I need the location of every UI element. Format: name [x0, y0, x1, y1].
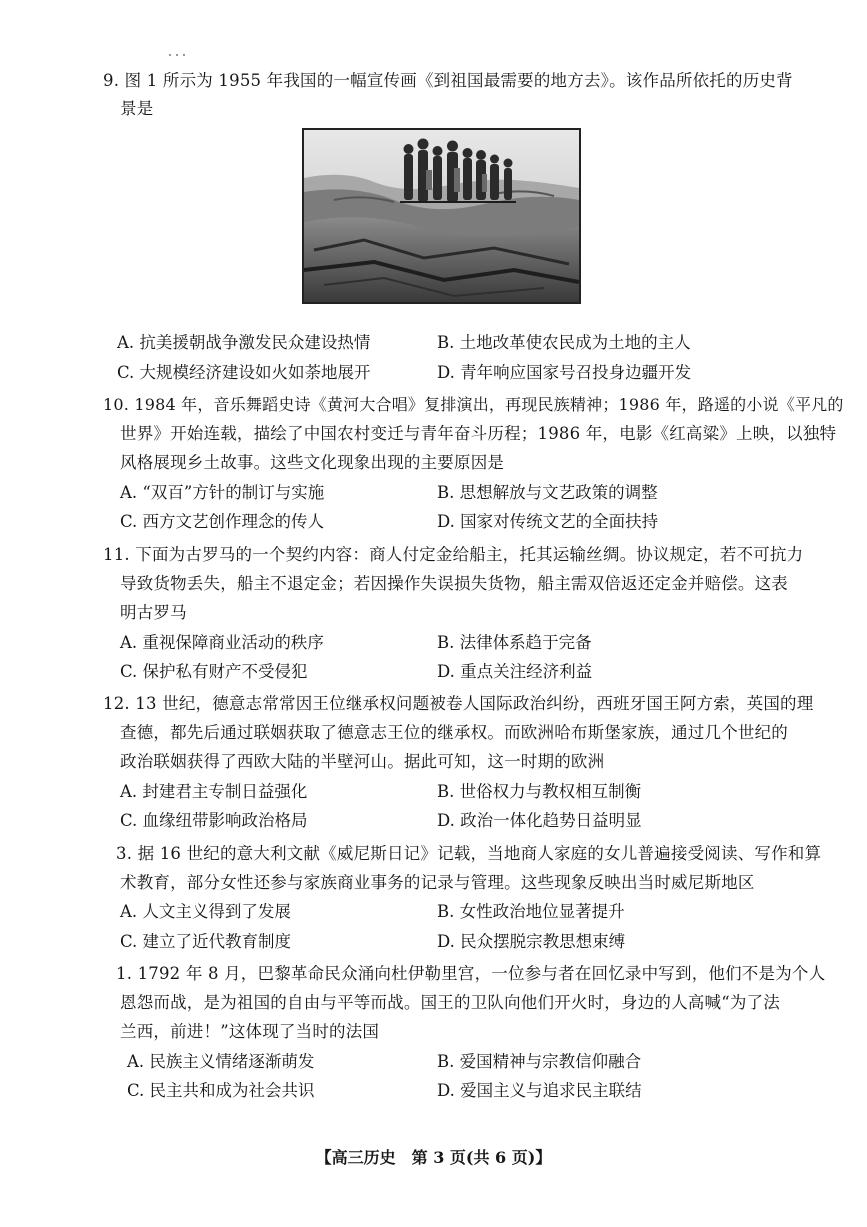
option-a[interactable]: A. 封建君主专制日益强化: [120, 782, 308, 801]
page-footer: 【高三历史 第 3 页(共 6 页)】: [315, 1148, 552, 1167]
option-a[interactable]: A. 民族主义情绪逐渐萌发: [127, 1052, 315, 1071]
option-b[interactable]: B. 法律体系趋于完备: [437, 633, 592, 652]
question-stem-line: 景是: [120, 99, 154, 118]
option-c[interactable]: C. 大规模经济建设如火如荼地展开: [117, 363, 371, 382]
option-d[interactable]: D. 爱国主义与追求民主联结: [437, 1081, 642, 1100]
option-c[interactable]: C. 建立了近代教育制度: [120, 932, 292, 951]
option-b[interactable]: B. 爱国精神与宗教信仰融合: [437, 1052, 642, 1071]
question-stem-line: 3. 据 16 世纪的意大利文献《威尼斯日记》记载，当地商人家庭的女儿普遍接受阅读、写作和算: [116, 844, 822, 863]
question-stem-line: 10. 1984 年，音乐舞蹈史诗《黄河大合唱》复排演出，再现民族精神；1986 年，路遥的小说《平凡的: [103, 395, 844, 414]
option-a[interactable]: A. 重视保障商业活动的秩序: [120, 633, 324, 652]
option-c[interactable]: C. 民主共和成为社会共识: [127, 1081, 315, 1100]
option-b[interactable]: B. 世俗权力与教权相互制衡: [437, 782, 642, 801]
option-b[interactable]: B. 土地改革使农民成为土地的主人: [437, 333, 691, 352]
option-d[interactable]: D. 民众摆脱宗教思想束缚: [437, 932, 626, 951]
option-a[interactable]: A. 抗美援朝战争激发民众建设热情: [117, 333, 371, 352]
scan-speck: [168, 42, 186, 46]
question-stem-line: 9. 图 1 所示为 1955 年我国的一幅宣传画《到祖国最需要的地方去》。该作品所依托的历史背: [103, 71, 793, 90]
option-c[interactable]: C. 血缘纽带影响政治格局: [120, 811, 308, 830]
option-b[interactable]: B. 思想解放与文艺政策的调整: [437, 483, 658, 502]
question-stem-line: 世界》开始连载，描绘了中国农村变迁与青年奋斗历程；1986 年，电影《红高粱》上映，以独特: [120, 424, 837, 443]
question-stem-line: 明古罗马: [120, 603, 187, 622]
option-d[interactable]: D. 政治一体化趋势日益明显: [437, 811, 642, 830]
option-d[interactable]: D. 青年响应国家号召投身边疆开发: [437, 363, 692, 382]
option-d[interactable]: D. 重点关注经济利益: [437, 662, 593, 681]
question-stem-line: 导致货物丢失，船主不退定金；若因操作失误损失货物，船主需双倍返还定金并赔偿。这表: [120, 574, 788, 593]
question-stem-line: 恩怨而战，是为祖国的自由与平等而战。国王的卫队向他们开火时，身边的人高喊“为了法: [120, 993, 780, 1012]
question-stem-line: 11. 下面为古罗马的一个契约内容：商人付定金给船主，托其运输丝绸。协议规定，若不可抗力: [103, 545, 804, 564]
option-a[interactable]: A. 人文主义得到了发展: [120, 902, 291, 921]
option-a[interactable]: A. “双百”方针的制订与实施: [120, 483, 325, 502]
question-stem-line: 政治联姻获得了西欧大陆的半壁河山。据此可知，这一时期的欧洲: [120, 752, 605, 771]
question-stem-line: 兰西，前进！”这体现了当时的法国: [120, 1022, 380, 1041]
option-b[interactable]: B. 女性政治地位显著提升: [437, 902, 625, 921]
option-c[interactable]: C. 保护私有财产不受侵犯: [120, 662, 308, 681]
option-c[interactable]: C. 西方文艺创作理念的传人: [120, 512, 325, 531]
question-stem-line: 风格展现乡土故事。这些文化现象出现的主要原因是: [120, 453, 505, 472]
question-stem-line: 术教育，部分女性还参与家族商业事务的记录与管理。这些现象反映出当时威尼斯地区: [120, 873, 755, 892]
question-stem-line: 1. 1792 年 8 月，巴黎革命民众涌向杜伊勒里宫，一位参与者在回忆录中写到，他们不是为个人: [116, 964, 826, 983]
propaganda-painting-figure: [302, 128, 581, 304]
question-stem-line: 查德，都先后通过联姻获取了德意志王位的继承权。而欧洲哈布斯堡家族，通过几个世纪的: [120, 723, 788, 742]
question-stem-line: 12. 13 世纪，德意志常常因王位继承权问题被卷人国际政治纠纷，西班牙国王阿方索，英国的理: [103, 694, 814, 713]
option-d[interactable]: D. 国家对传统文艺的全面扶持: [437, 512, 659, 531]
